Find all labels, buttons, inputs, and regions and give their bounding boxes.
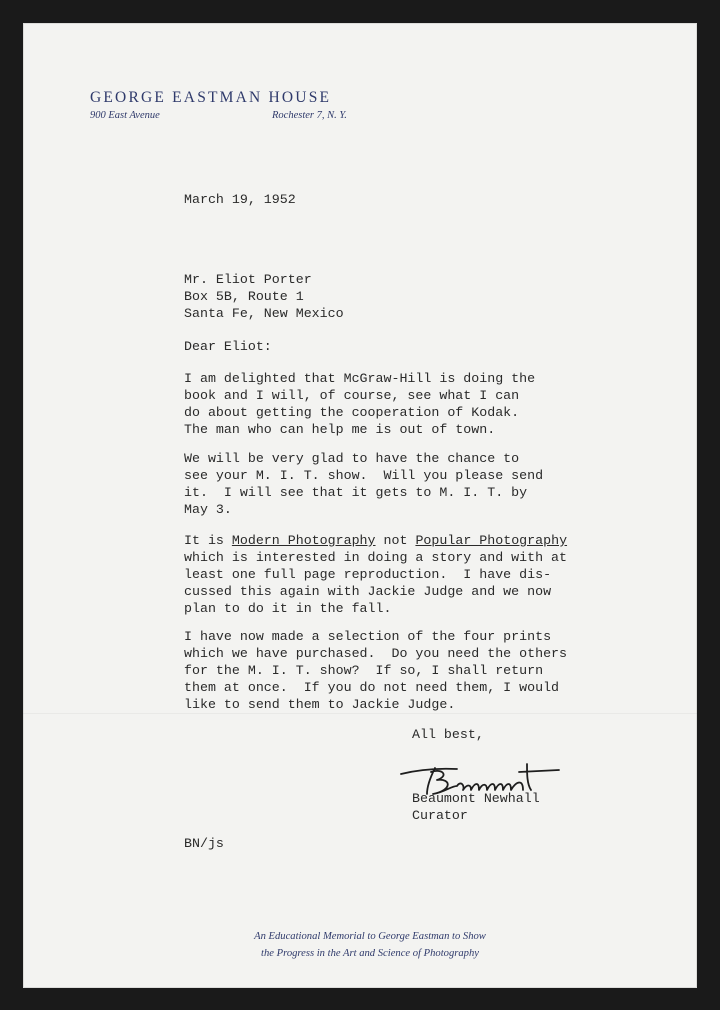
paragraph-4 [184, 628, 604, 713]
recipient-name: Mr. Eliot Porter [184, 272, 312, 287]
body-line: for the M. I. T. show? If so, I shall return [184, 663, 544, 678]
body-line: it. I will see that it gets to M. I. T. by [184, 485, 528, 500]
signer-name: Beaumont Newhall [412, 791, 540, 806]
recipient-address-line: Box 5B, Route 1 [184, 289, 304, 304]
body-line: do about getting the cooperation of Kodak. [184, 405, 520, 420]
body-line: The man who can help me is out of town. [184, 422, 496, 437]
body-text: It is [184, 533, 232, 548]
signer-block [412, 790, 540, 824]
magazine-title-modern-photography: Modern Photography [231, 533, 376, 548]
letterhead-footer [23, 928, 697, 962]
letterhead-street: 900 East Avenue [90, 110, 160, 121]
footer-line: the Progress in the Art and Science of Photography [261, 948, 479, 959]
body-line: which we have purchased. Do you need the others [184, 646, 568, 661]
body-line [184, 532, 604, 549]
magazine-title-popular-photography: Popular Photography [415, 533, 568, 548]
body-line: cussed this again with Jackie Judge and we now [184, 584, 552, 599]
paragraph-1 [184, 370, 604, 438]
closing: All best, [412, 727, 484, 742]
body-line: plan to do it in the fall. [184, 601, 392, 616]
letterhead-name: GEORGE EASTMAN HOUSE [90, 89, 332, 106]
recipient-address-line: Santa Fe, New Mexico [184, 306, 344, 321]
body-text: not [375, 533, 416, 548]
body-line: book and I will, of course, see what I can [184, 388, 520, 403]
signer-title: Curator [412, 808, 468, 823]
body-line: I am delighted that McGraw-Hill is doing the [184, 371, 536, 386]
footer-line: An Educational Memorial to George Eastman to Show [254, 931, 486, 942]
body-line: May 3. [184, 502, 232, 517]
paragraph-3 [184, 532, 604, 617]
letter-date: March 19, 1952 [184, 192, 296, 207]
body-line: least one full page reproduction. I have dis- [184, 567, 552, 582]
paper-fold-line [23, 713, 697, 714]
letter-page [23, 23, 697, 988]
paragraph-2 [184, 450, 604, 518]
letterhead-city: Rochester 7, N. Y. [272, 110, 347, 121]
body-line: see your M. I. T. show. Will you please send [184, 468, 544, 483]
body-line: I have now made a selection of the four prints [184, 629, 552, 644]
salutation: Dear Eliot: [184, 339, 272, 354]
reference-initials: BN/js [184, 836, 224, 851]
body-line: like to send them to Jackie Judge. [184, 697, 456, 712]
body-line: them at once. If you do not need them, I would [184, 680, 560, 695]
recipient-address [184, 271, 344, 322]
body-line: We will be very glad to have the chance to [184, 451, 520, 466]
body-line: which is interested in doing a story and with at [184, 550, 568, 565]
